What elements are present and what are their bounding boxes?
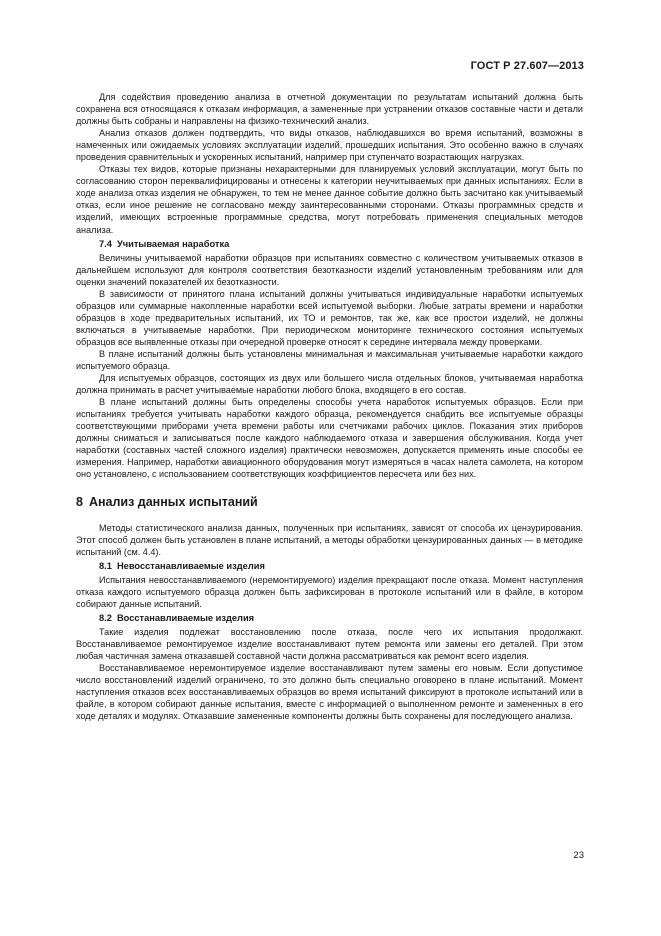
paragraph: Такие изделия подлежат восстановлению после отказа, после чего их испытания продолжают. Восстанавливаемое ремонтируемое изделие восстанавливают путем ремонта или замены его деталей. При этом любая частичная замена отказавшей составной части должна рассматриваться как ремонт всего изделия. xyxy=(76,626,583,661)
paragraph: Анализ отказов должен подтвердить, что виды отказов, наблюдавшихся во время испытаний, возможны в намеченных или ожидаемых условиях эксплуатации изделий, прошедших испытания. Это особенно важно в случаях проведения сравнительных и ускоренных испытаний, например при ступенчато возрастающих нагрузках. xyxy=(76,128,583,163)
section-title: Восстанавливаемые изделия xyxy=(116,612,255,623)
page-number: 23 xyxy=(573,850,584,861)
page-content xyxy=(76,91,583,722)
section-8-2-heading xyxy=(76,612,583,624)
standard-header: ГОСТ Р 27.607—2013 xyxy=(470,60,584,72)
paragraph: Отказы тех видов, которые признаны нехарактерными для планируемых условий эксплуатации, могут быть по согласованию сторон переквалифицированы и отнесены к категории неучитываемых при данных испытаниях. Если в ходе анализа отказ изделия не обнаружен, то тем не менее данное событие должно быть засчитано как учитываемый отказ, если иное решение не согласовано между заинтересованными сторонами. Отказы программных средств и изделий, имеющих встроенные программные средства, могут потребовать применения специальных методов анализа. xyxy=(76,164,583,235)
paragraph: Величины учитываемой наработки образцов при испытаниях совместно с количеством учитываемых отказов в дальнейшем используют для контроля соответствия безотказности изделий установленным требованиям или для оценки значений показателей их безотказности. xyxy=(76,252,583,287)
paragraph: Для содействия проведению анализа в отчетной документации по результатам испытаний должна быть сохранена вся относящаяся к отказам информация, а замененные при устранении отказов составные части и детали должны быть собраны и направлены на физико-технический анализ. xyxy=(76,92,583,127)
paragraph: В зависимости от принятого плана испытаний должны учитываться индивидуальные наработки испытуемых образцов или суммарные накопленные наработки всей испытуемой выборки. Любые затраты времени и наработки образцов в ходе предварительных испытаний, их ТО и ремонтов, так же, как все простои изделий, не должны включаться в учитываемые наработки. При периодическом мониторинге технического состояния испытуемых образцов все выявленные отказы при очередной проверке относят к середине интервала между проверками. xyxy=(76,288,583,347)
section-8-1-heading xyxy=(76,560,583,572)
section-title: Учитываемая наработка xyxy=(116,238,230,249)
section-7-4-heading xyxy=(76,238,583,250)
section-title: Невосстанавливаемые изделия xyxy=(116,560,265,571)
section-number: 8.2 xyxy=(99,612,112,623)
section-number: 8 xyxy=(76,494,83,509)
paragraph: В плане испытаний должны быть определены способы учета наработок испытуемых образцов. Если при испытаниях требуется учитывать наработки каждого образца, рекомендуется снабдить все испытуемые образцы соответствующими приборами учета времени работы или счетчиками рабочих циклов. Показания этих приборов должны сниматься и записываться после каждого наблюдаемого отказа и завершения обслуживания. Когда учет наработки (составных частей сложного изделия) практически невозможен, допускается применять иные способы ее измерения. Например, наработки авиационного оборудования могут измеряться в часах налета самолета, на котором оно установлено, с использованием соответствующих коэффициентов пересчета или без них. xyxy=(76,397,583,480)
section-8-heading xyxy=(76,495,583,510)
paragraph: В плане испытаний должны быть установлены минимальная и максимальная учитываемые наработки каждого испытуемого образца. xyxy=(76,348,583,372)
section-number: 8.1 xyxy=(99,560,112,571)
paragraph: Восстанавливаемое неремонтируемое изделие восстанавливают путем замены его новым. Если допустимое число восстановлений изделий ограничено, то это должно быть специально оговорено в плане испытаний. Момент наступления отказов всех восстанавливаемых образцов во время испытаний фиксируют в протоколе испытаний или в файле, в котором собирают данные испытания, вместе с информацией о выполненном ремонте и замененных в его ходе деталях и модулях. Отказавшие замененные компоненты должны быть сохранены для последующего анализа. xyxy=(76,663,583,722)
section-title: Анализ данных испытаний xyxy=(88,494,258,509)
paragraph: Методы статистического анализа данных, полученных при испытаниях, зависят от способа их цензурирования. Этот способ должен быть установлен в плане испытаний, а методы обработки цензурированных данных — в методике испытаний (см. 4.4). xyxy=(76,522,583,557)
paragraph: Для испытуемых образцов, состоящих из двух или большего числа отдельных блоков, учитываемая наработка должна принимать в расчет учитываемые наработки любого блока, входящего в его состав. xyxy=(76,373,583,396)
section-number: 7.4 xyxy=(99,238,112,249)
paragraph: Испытания невосстанавливаемого (неремонтируемого) изделия прекращают после отказа. Момент наступления отказа каждого испытуемого образца должен быть зафиксирован в протоколе испытаний или в файле, в котором собирают данные испытаний. xyxy=(76,574,583,609)
